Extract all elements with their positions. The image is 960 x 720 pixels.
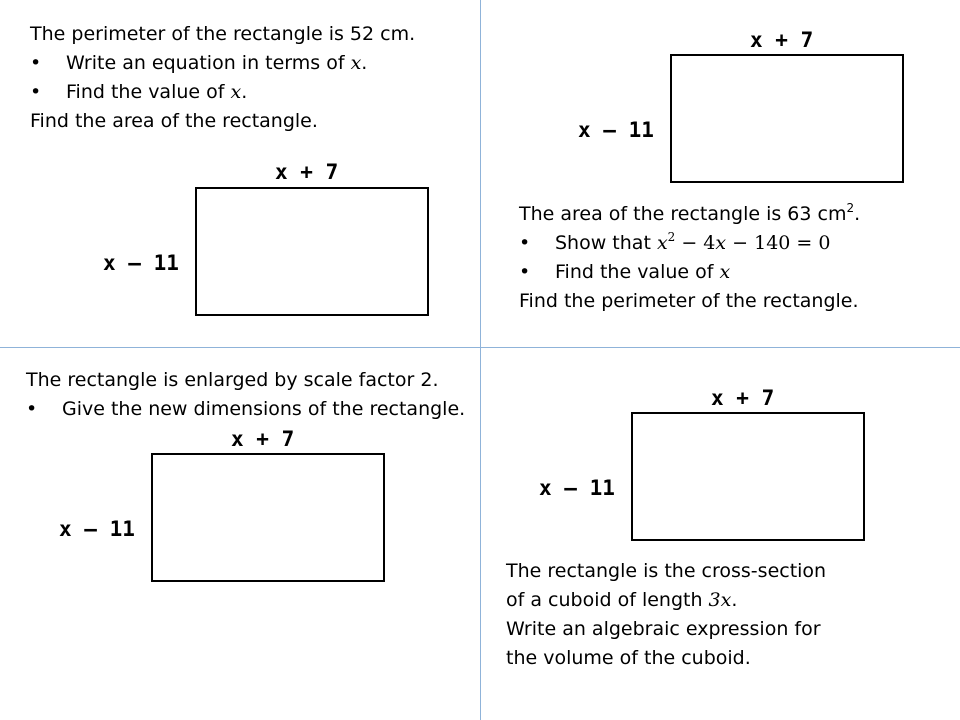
q2-rectangle	[670, 54, 904, 183]
horizontal-divider	[0, 347, 960, 348]
q3-width-label: x + 7	[231, 427, 295, 451]
bullet-icon: •	[30, 52, 42, 74]
q4-line3: Write an algebraic expression for	[506, 618, 821, 640]
q3-rectangle	[151, 453, 385, 582]
q3-line1: The rectangle is enlarged by scale factor 2.	[26, 369, 439, 391]
q2-width-label: x + 7	[750, 28, 814, 52]
bullet-icon: •	[519, 261, 531, 283]
q2-line4: Find the perimeter of the rectangle.	[519, 290, 859, 312]
q4-height-label: x – 11	[539, 476, 615, 500]
q1-line4: Find the area of the rectangle.	[30, 110, 318, 132]
q4-text	[506, 557, 826, 673]
q1-line1: The perimeter of the rectangle is 52 cm.	[30, 23, 416, 45]
q1-rectangle	[195, 187, 429, 316]
q4-line1: The rectangle is the cross-section	[506, 560, 827, 582]
q2-bullet1: • Show that $x^2 - 4x - 140 = 0$	[519, 229, 860, 258]
q2-line1: The area of the rectangle is 63 $cm^2$.	[519, 201, 861, 225]
vertical-divider	[480, 0, 481, 720]
q3-height-label: x – 11	[59, 517, 135, 541]
q3-text	[26, 366, 465, 424]
q1-text	[30, 20, 415, 136]
bullet-icon: •	[519, 232, 531, 254]
q1-height-label: x – 11	[103, 251, 179, 275]
bullet-icon: •	[30, 81, 42, 103]
q1-width-label: x + 7	[275, 160, 339, 184]
q2-height-label: x – 11	[578, 118, 654, 142]
q2-bullet2: • Find the value of x	[519, 258, 860, 287]
q2-text	[519, 200, 860, 316]
bullet-icon: •	[26, 398, 38, 420]
q1-bullet1: • Write an equation in terms of x.	[30, 49, 415, 78]
q4-width-label: x + 7	[711, 386, 775, 410]
q4-rectangle	[631, 412, 865, 541]
q4-line2: of a cuboid of length 3x.	[506, 589, 738, 611]
q1-bullet2: • Find the value of x.	[30, 78, 415, 107]
q3-bullet1: • Give the new dimensions of the rectangle.	[26, 395, 465, 424]
q4-line4: the volume of the cuboid.	[506, 647, 751, 669]
